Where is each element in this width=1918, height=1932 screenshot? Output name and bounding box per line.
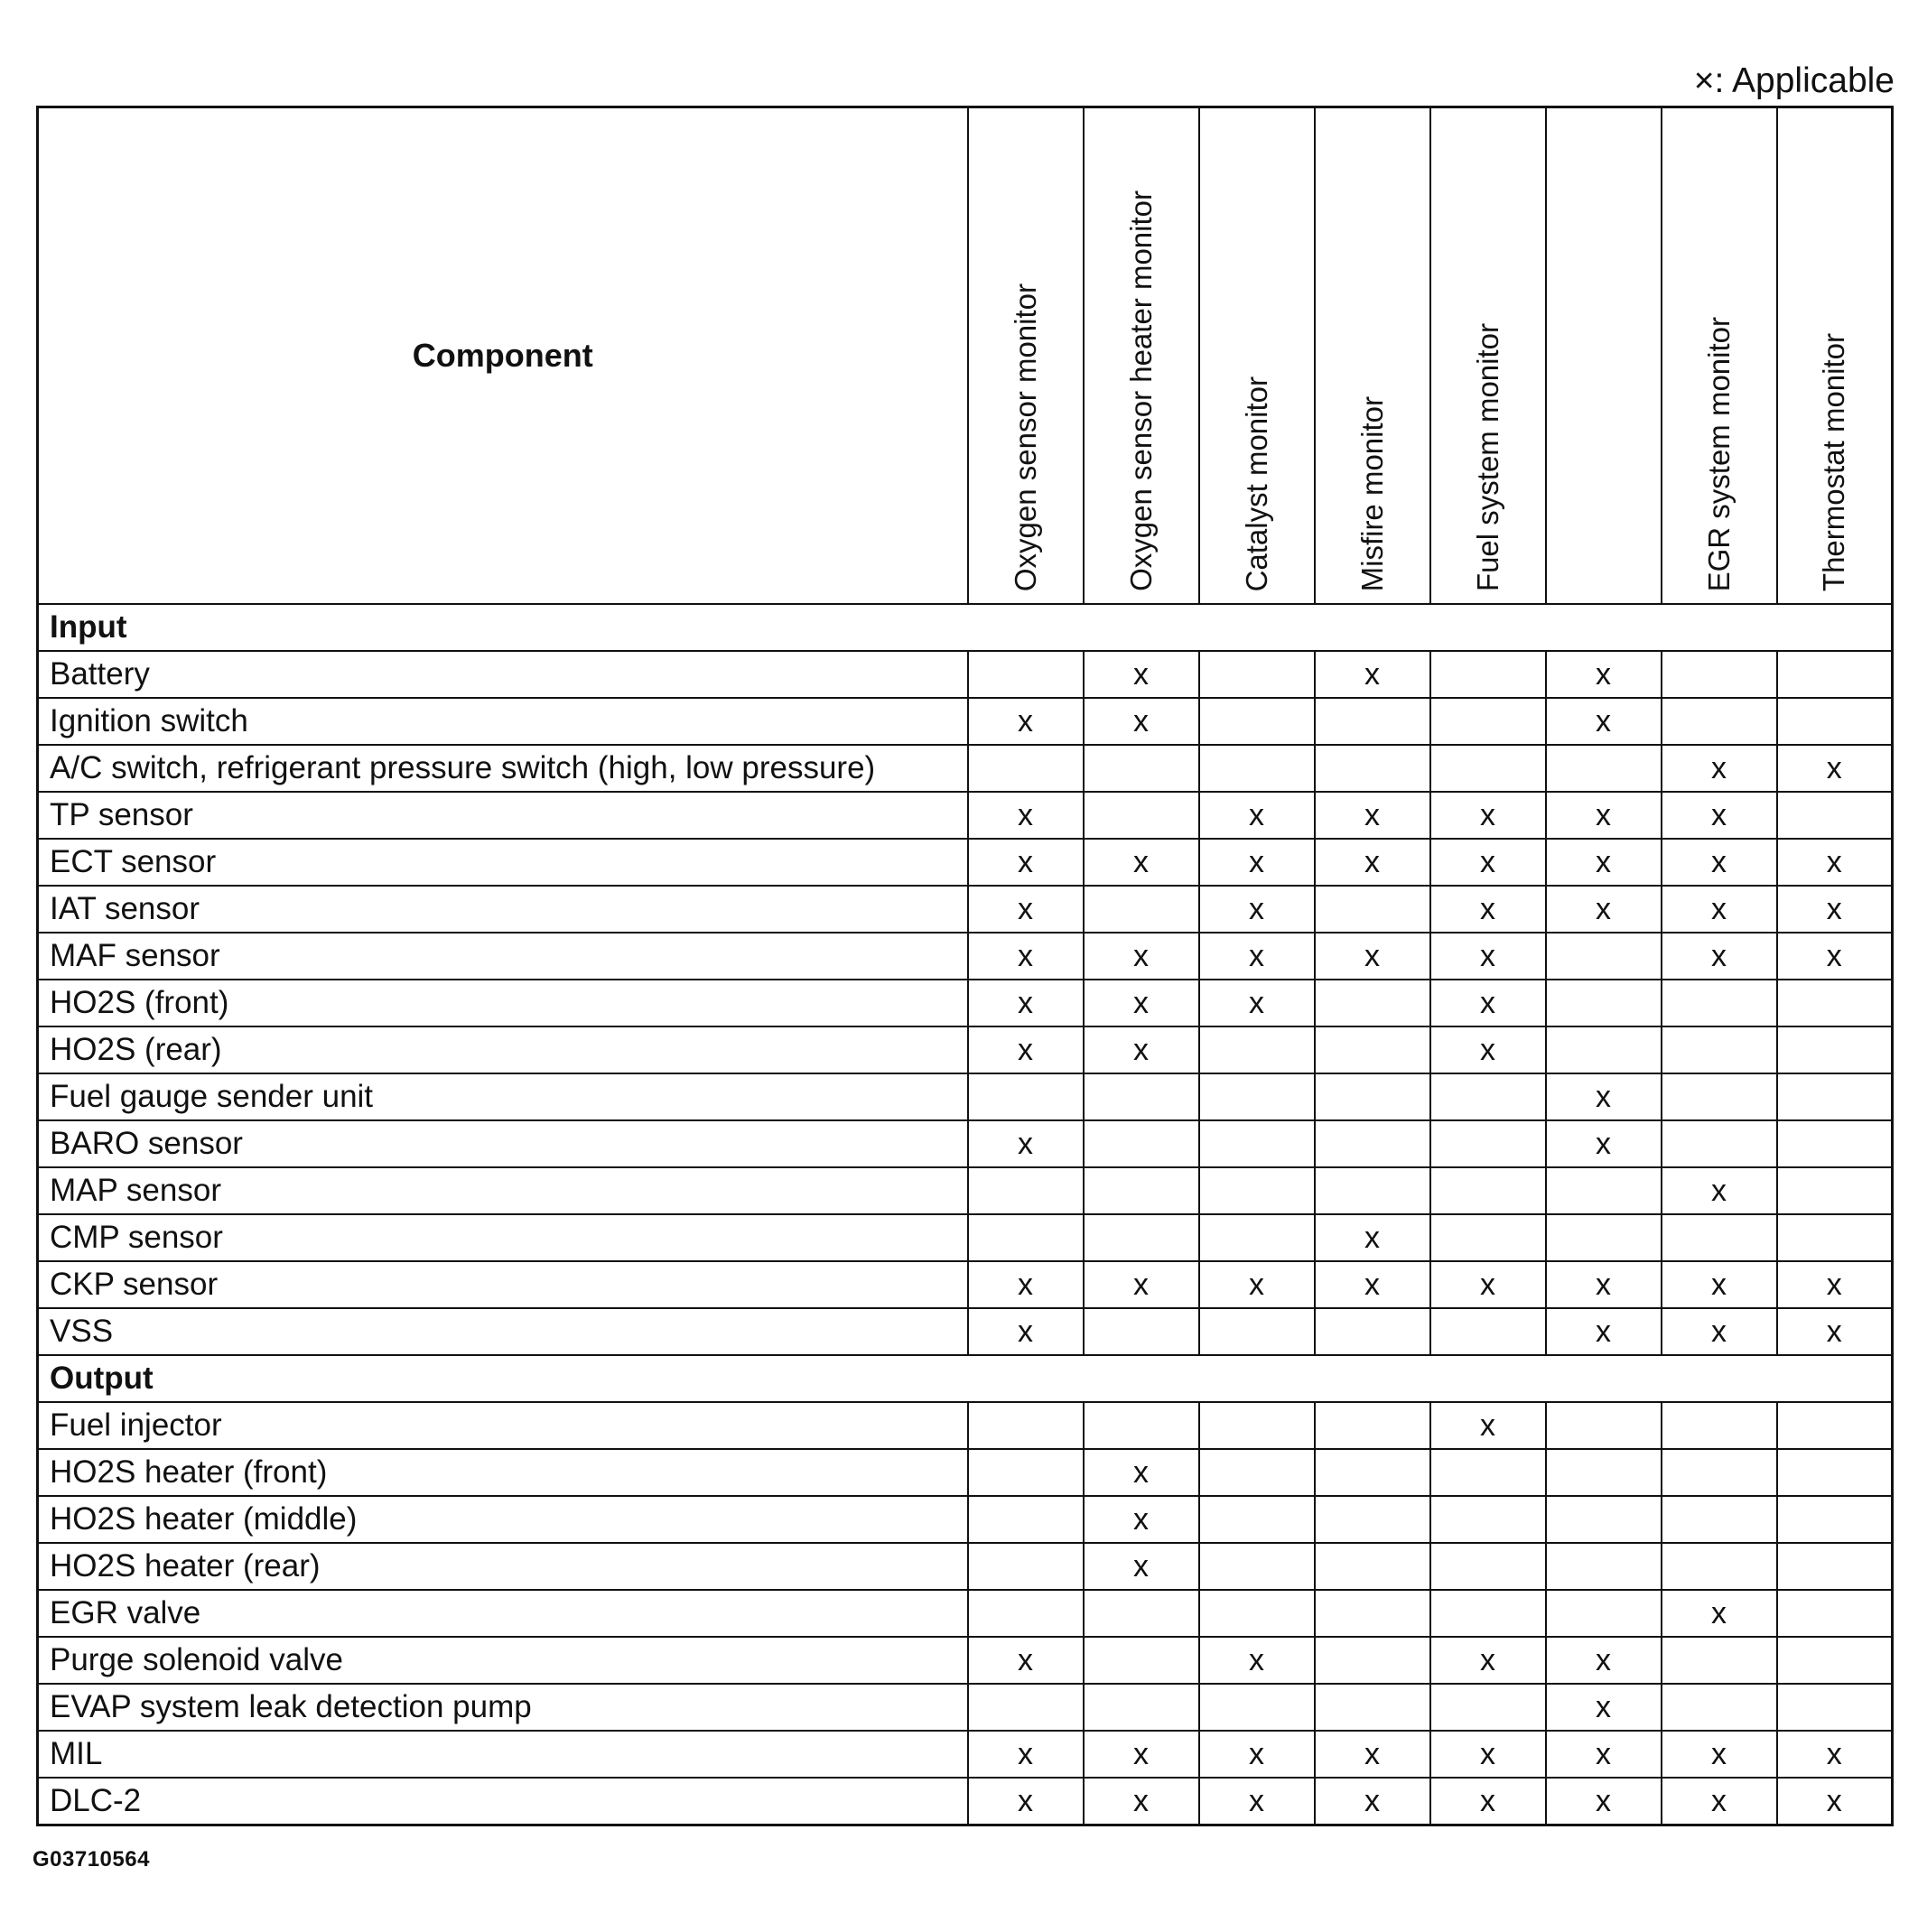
- component-name: HO2S heater (middle): [38, 1496, 968, 1543]
- applicable-cell: x: [1430, 1778, 1546, 1825]
- applicable-cell: x: [1430, 1402, 1546, 1449]
- applicable-cell: x: [1777, 933, 1893, 980]
- applicable-cell: x: [1546, 1684, 1662, 1731]
- applicable-cell: x: [1546, 651, 1662, 698]
- applicable-cell: x: [1662, 1167, 1777, 1214]
- applicable-cell: x: [1315, 1731, 1430, 1778]
- applicable-cell: [1199, 1308, 1315, 1355]
- applicable-cell: x: [1315, 839, 1430, 886]
- applicable-cell: [1199, 745, 1315, 792]
- applicable-cell: x: [1084, 980, 1199, 1026]
- applicable-cell: [1315, 1120, 1430, 1167]
- applicable-cell: [1662, 1402, 1777, 1449]
- applicable-cell: [1315, 1026, 1430, 1073]
- applicable-cell: [1084, 745, 1199, 792]
- component-name: Purge solenoid valve: [38, 1637, 968, 1684]
- applicable-cell: [1315, 745, 1430, 792]
- applicable-cell: x: [968, 698, 1084, 745]
- applicable-cell: [1546, 745, 1662, 792]
- monitor-label: EGR system monitor: [1701, 316, 1736, 591]
- monitor-label: Oxygen sensor monitor: [1008, 283, 1042, 591]
- applicable-cell: [1084, 1073, 1199, 1120]
- monitor-header-4: [1430, 107, 1546, 605]
- applicable-cell: x: [1084, 839, 1199, 886]
- applicable-cell: [1546, 1449, 1662, 1496]
- monitor-label: Thermostat monitor: [1817, 332, 1851, 591]
- applicable-cell: [1430, 1590, 1546, 1637]
- applicable-cell: [1546, 1214, 1662, 1261]
- applicable-cell: [1777, 1073, 1893, 1120]
- applicable-cell: [1084, 1167, 1199, 1214]
- applicable-cell: [1199, 651, 1315, 698]
- applicable-cell: x: [1084, 651, 1199, 698]
- applicable-cell: x: [1315, 792, 1430, 839]
- applicable-cell: [1084, 1637, 1199, 1684]
- table-row: [38, 745, 1893, 792]
- applicable-cell: [1777, 1449, 1893, 1496]
- applicable-cell: x: [1430, 933, 1546, 980]
- applicable-cell: [1777, 1026, 1893, 1073]
- applicable-cell: x: [968, 1120, 1084, 1167]
- header-row: [38, 107, 1893, 605]
- component-name: CKP sensor: [38, 1261, 968, 1308]
- applicable-cell: [968, 1167, 1084, 1214]
- applicable-cell: x: [968, 792, 1084, 839]
- table-row: [38, 1261, 1893, 1308]
- component-name: DLC-2: [38, 1778, 968, 1825]
- applicable-cell: [1546, 1026, 1662, 1073]
- applicable-cell: [1315, 886, 1430, 933]
- applicable-cell: [1430, 1120, 1546, 1167]
- applicable-cell: [968, 1214, 1084, 1261]
- applicable-cell: [1315, 1308, 1430, 1355]
- monitor-header-7: [1777, 107, 1893, 605]
- component-name: EGR valve: [38, 1590, 968, 1637]
- applicable-cell: x: [1084, 933, 1199, 980]
- applicable-cell: x: [1199, 1731, 1315, 1778]
- applicable-cell: x: [1084, 1543, 1199, 1590]
- applicable-cell: x: [1084, 1026, 1199, 1073]
- applicable-cell: x: [1430, 1026, 1546, 1073]
- applicable-cell: [1430, 698, 1546, 745]
- applicable-cell: [968, 1402, 1084, 1449]
- table-row: [38, 1637, 1893, 1684]
- applicable-cell: x: [1199, 792, 1315, 839]
- applicable-cell: x: [1199, 886, 1315, 933]
- applicable-cell: x: [1315, 1261, 1430, 1308]
- monitor-component-table-wrapper: [36, 106, 1891, 1826]
- table-row: [38, 1496, 1893, 1543]
- applicable-cell: [1315, 1543, 1430, 1590]
- applicable-cell: x: [1546, 1308, 1662, 1355]
- applicable-cell: x: [1662, 1261, 1777, 1308]
- applicable-cell: [968, 1449, 1084, 1496]
- component-name: BARO sensor: [38, 1120, 968, 1167]
- applicable-cell: [1315, 1073, 1430, 1120]
- table-row: [38, 1449, 1893, 1496]
- applicable-cell: x: [1777, 1308, 1893, 1355]
- component-name: HO2S (rear): [38, 1026, 968, 1073]
- monitor-header-0: [968, 107, 1084, 605]
- monitor-label: Misfire monitor: [1355, 395, 1389, 591]
- table-row: [38, 792, 1893, 839]
- monitor-label: Catalyst monitor: [1239, 376, 1273, 591]
- table-row: [38, 1590, 1893, 1637]
- table-row: [38, 933, 1893, 980]
- monitor-label: Oxygen sensor heater monitor: [1123, 190, 1158, 591]
- section-row-input: [38, 604, 1893, 651]
- applicable-cell: [1662, 1637, 1777, 1684]
- applicable-cell: [1199, 1590, 1315, 1637]
- applicable-cell: [1777, 1402, 1893, 1449]
- applicable-cell: [1315, 1496, 1430, 1543]
- component-name: Battery: [38, 651, 968, 698]
- applicable-cell: [1315, 1590, 1430, 1637]
- component-name: IAT sensor: [38, 886, 968, 933]
- applicable-cell: x: [1662, 1308, 1777, 1355]
- applicable-cell: [1777, 1590, 1893, 1637]
- applicable-cell: x: [1199, 980, 1315, 1026]
- applicable-cell: x: [968, 1637, 1084, 1684]
- applicable-cell: [1199, 698, 1315, 745]
- applicable-cell: x: [1315, 933, 1430, 980]
- applicable-cell: [1315, 698, 1430, 745]
- applicable-cell: [1777, 651, 1893, 698]
- applicable-cell: x: [1546, 1261, 1662, 1308]
- applicable-cell: [1084, 792, 1199, 839]
- applicable-cell: [968, 651, 1084, 698]
- applicable-cell: x: [968, 839, 1084, 886]
- table-row: [38, 980, 1893, 1026]
- applicable-cell: x: [1777, 1261, 1893, 1308]
- applicable-cell: [968, 1496, 1084, 1543]
- table-row: [38, 1026, 1893, 1073]
- component-name: HO2S heater (rear): [38, 1543, 968, 1590]
- applicable-cell: [1662, 651, 1777, 698]
- applicable-cell: x: [968, 1026, 1084, 1073]
- applicable-cell: [1662, 1120, 1777, 1167]
- applicable-cell: [1777, 1637, 1893, 1684]
- monitor-header-6: [1662, 107, 1777, 605]
- applicable-cell: [1777, 1496, 1893, 1543]
- applicable-cell: x: [1546, 1637, 1662, 1684]
- applicable-cell: x: [968, 1731, 1084, 1778]
- applicable-legend: ×: Applicable: [1693, 61, 1895, 100]
- applicable-cell: [1199, 1543, 1315, 1590]
- applicable-cell: x: [1199, 1637, 1315, 1684]
- component-name: TP sensor: [38, 792, 968, 839]
- applicable-cell: x: [968, 1778, 1084, 1825]
- applicable-cell: x: [1777, 745, 1893, 792]
- table-row: [38, 886, 1893, 933]
- applicable-cell: x: [1315, 651, 1430, 698]
- applicable-cell: [1662, 1449, 1777, 1496]
- applicable-cell: [1662, 1073, 1777, 1120]
- applicable-cell: x: [1662, 839, 1777, 886]
- section-row-output: [38, 1355, 1893, 1402]
- applicable-cell: x: [1662, 1778, 1777, 1825]
- applicable-cell: x: [1546, 698, 1662, 745]
- applicable-cell: x: [1662, 745, 1777, 792]
- table-row: [38, 1778, 1893, 1825]
- applicable-cell: [1315, 1684, 1430, 1731]
- applicable-cell: x: [1546, 839, 1662, 886]
- applicable-cell: [1662, 1496, 1777, 1543]
- component-name: MAF sensor: [38, 933, 968, 980]
- applicable-cell: [1199, 1402, 1315, 1449]
- applicable-cell: x: [1430, 980, 1546, 1026]
- applicable-cell: [1430, 1167, 1546, 1214]
- applicable-cell: x: [1084, 1731, 1199, 1778]
- figure-id: G03710564: [33, 1847, 150, 1872]
- applicable-cell: [968, 1543, 1084, 1590]
- applicable-cell: x: [1662, 1731, 1777, 1778]
- applicable-cell: [1199, 1167, 1315, 1214]
- applicable-cell: [1777, 1167, 1893, 1214]
- applicable-cell: [1199, 1026, 1315, 1073]
- applicable-cell: [1777, 1214, 1893, 1261]
- applicable-cell: x: [1199, 933, 1315, 980]
- applicable-cell: x: [1084, 1778, 1199, 1825]
- monitor-component-table: [36, 106, 1894, 1826]
- applicable-cell: [968, 745, 1084, 792]
- applicable-cell: x: [1662, 1590, 1777, 1637]
- table-row: [38, 1073, 1893, 1120]
- applicable-cell: x: [968, 980, 1084, 1026]
- applicable-cell: x: [1662, 886, 1777, 933]
- component-name: Fuel injector: [38, 1402, 968, 1449]
- applicable-cell: x: [1199, 839, 1315, 886]
- applicable-cell: x: [1430, 1261, 1546, 1308]
- applicable-cell: [1315, 1449, 1430, 1496]
- applicable-cell: x: [1777, 1778, 1893, 1825]
- applicable-cell: x: [1546, 1778, 1662, 1825]
- applicable-cell: [1430, 1449, 1546, 1496]
- applicable-cell: [1546, 933, 1662, 980]
- applicable-cell: [968, 1073, 1084, 1120]
- applicable-cell: [1777, 792, 1893, 839]
- applicable-cell: [1546, 980, 1662, 1026]
- applicable-cell: [1430, 1214, 1546, 1261]
- section-label: Output: [38, 1355, 1893, 1402]
- applicable-cell: x: [1084, 698, 1199, 745]
- applicable-cell: x: [1777, 1731, 1893, 1778]
- applicable-cell: [1546, 1496, 1662, 1543]
- applicable-cell: [968, 1590, 1084, 1637]
- applicable-cell: [1199, 1214, 1315, 1261]
- applicable-cell: [1084, 1402, 1199, 1449]
- applicable-cell: [1546, 1402, 1662, 1449]
- component-name: Ignition switch: [38, 698, 968, 745]
- component-name: HO2S heater (front): [38, 1449, 968, 1496]
- component-name: MIL: [38, 1731, 968, 1778]
- table-row: [38, 1167, 1893, 1214]
- table-row: [38, 651, 1893, 698]
- applicable-cell: x: [1662, 792, 1777, 839]
- applicable-cell: [1777, 1684, 1893, 1731]
- applicable-cell: [1777, 980, 1893, 1026]
- applicable-cell: [1662, 1684, 1777, 1731]
- applicable-cell: [1199, 1684, 1315, 1731]
- table-body: [38, 604, 1893, 1825]
- applicable-cell: x: [1199, 1778, 1315, 1825]
- applicable-cell: x: [1084, 1261, 1199, 1308]
- applicable-cell: [1546, 1590, 1662, 1637]
- component-name: CMP sensor: [38, 1214, 968, 1261]
- applicable-cell: [1430, 1308, 1546, 1355]
- applicable-cell: [1199, 1120, 1315, 1167]
- applicable-cell: x: [1430, 1731, 1546, 1778]
- applicable-cell: [1430, 745, 1546, 792]
- applicable-cell: [1662, 980, 1777, 1026]
- applicable-cell: x: [1430, 839, 1546, 886]
- monitor-label: Fuel system monitor: [1470, 322, 1504, 591]
- component-name: EVAP system leak detection pump: [38, 1684, 968, 1731]
- applicable-cell: [1315, 1167, 1430, 1214]
- applicable-cell: [1777, 1543, 1893, 1590]
- applicable-cell: [1430, 1073, 1546, 1120]
- applicable-cell: [1199, 1449, 1315, 1496]
- component-name: ECT sensor: [38, 839, 968, 886]
- table-row: [38, 1120, 1893, 1167]
- applicable-cell: x: [1546, 792, 1662, 839]
- applicable-cell: [1777, 698, 1893, 745]
- applicable-cell: [1777, 1120, 1893, 1167]
- monitor-header-1: [1084, 107, 1199, 605]
- table-row: [38, 1684, 1893, 1731]
- applicable-cell: [1199, 1496, 1315, 1543]
- applicable-cell: x: [1546, 886, 1662, 933]
- applicable-cell: [1662, 1214, 1777, 1261]
- monitor-header-2: [1199, 107, 1315, 605]
- applicable-cell: [1084, 1308, 1199, 1355]
- applicable-cell: x: [1199, 1261, 1315, 1308]
- component-column-header: Component: [38, 107, 968, 605]
- applicable-cell: x: [1315, 1214, 1430, 1261]
- applicable-cell: [1546, 1543, 1662, 1590]
- applicable-cell: [1662, 698, 1777, 745]
- applicable-cell: x: [1430, 886, 1546, 933]
- applicable-cell: [1084, 1214, 1199, 1261]
- applicable-cell: [1084, 886, 1199, 933]
- table-row: [38, 839, 1893, 886]
- applicable-cell: x: [1662, 933, 1777, 980]
- applicable-cell: [1315, 1402, 1430, 1449]
- applicable-cell: [1199, 1073, 1315, 1120]
- applicable-cell: [1662, 1026, 1777, 1073]
- applicable-cell: [1084, 1120, 1199, 1167]
- applicable-cell: x: [1084, 1496, 1199, 1543]
- component-name: VSS: [38, 1308, 968, 1355]
- applicable-cell: [1662, 1543, 1777, 1590]
- component-name: A/C switch, refrigerant pressure switch (high, low pressure): [38, 745, 968, 792]
- applicable-cell: x: [968, 1261, 1084, 1308]
- component-name: HO2S (front): [38, 980, 968, 1026]
- table-row: [38, 1308, 1893, 1355]
- section-label: Input: [38, 604, 1893, 651]
- applicable-cell: [1315, 1637, 1430, 1684]
- applicable-cell: [1430, 651, 1546, 698]
- applicable-cell: x: [1546, 1120, 1662, 1167]
- applicable-cell: x: [1546, 1073, 1662, 1120]
- applicable-cell: [1315, 980, 1430, 1026]
- applicable-cell: [1430, 1543, 1546, 1590]
- monitor-header-3: [1315, 107, 1430, 605]
- applicable-cell: x: [1546, 1731, 1662, 1778]
- table-row: [38, 1402, 1893, 1449]
- applicable-cell: x: [968, 1308, 1084, 1355]
- table-row: [38, 1214, 1893, 1261]
- applicable-cell: x: [1430, 1637, 1546, 1684]
- applicable-cell: x: [1430, 792, 1546, 839]
- applicable-cell: x: [1777, 886, 1893, 933]
- component-name: MAP sensor: [38, 1167, 968, 1214]
- applicable-cell: [1430, 1684, 1546, 1731]
- applicable-cell: x: [1315, 1778, 1430, 1825]
- applicable-cell: [968, 1684, 1084, 1731]
- applicable-cell: x: [968, 886, 1084, 933]
- applicable-cell: [1546, 1167, 1662, 1214]
- monitor-header-5: [1546, 107, 1662, 605]
- applicable-cell: x: [1084, 1449, 1199, 1496]
- applicable-cell: [1084, 1684, 1199, 1731]
- table-row: [38, 1731, 1893, 1778]
- table-row: [38, 1543, 1893, 1590]
- applicable-cell: x: [1777, 839, 1893, 886]
- component-name: Fuel gauge sender unit: [38, 1073, 968, 1120]
- applicable-cell: [1430, 1496, 1546, 1543]
- applicable-cell: x: [968, 933, 1084, 980]
- table-row: [38, 698, 1893, 745]
- applicable-cell: [1084, 1590, 1199, 1637]
